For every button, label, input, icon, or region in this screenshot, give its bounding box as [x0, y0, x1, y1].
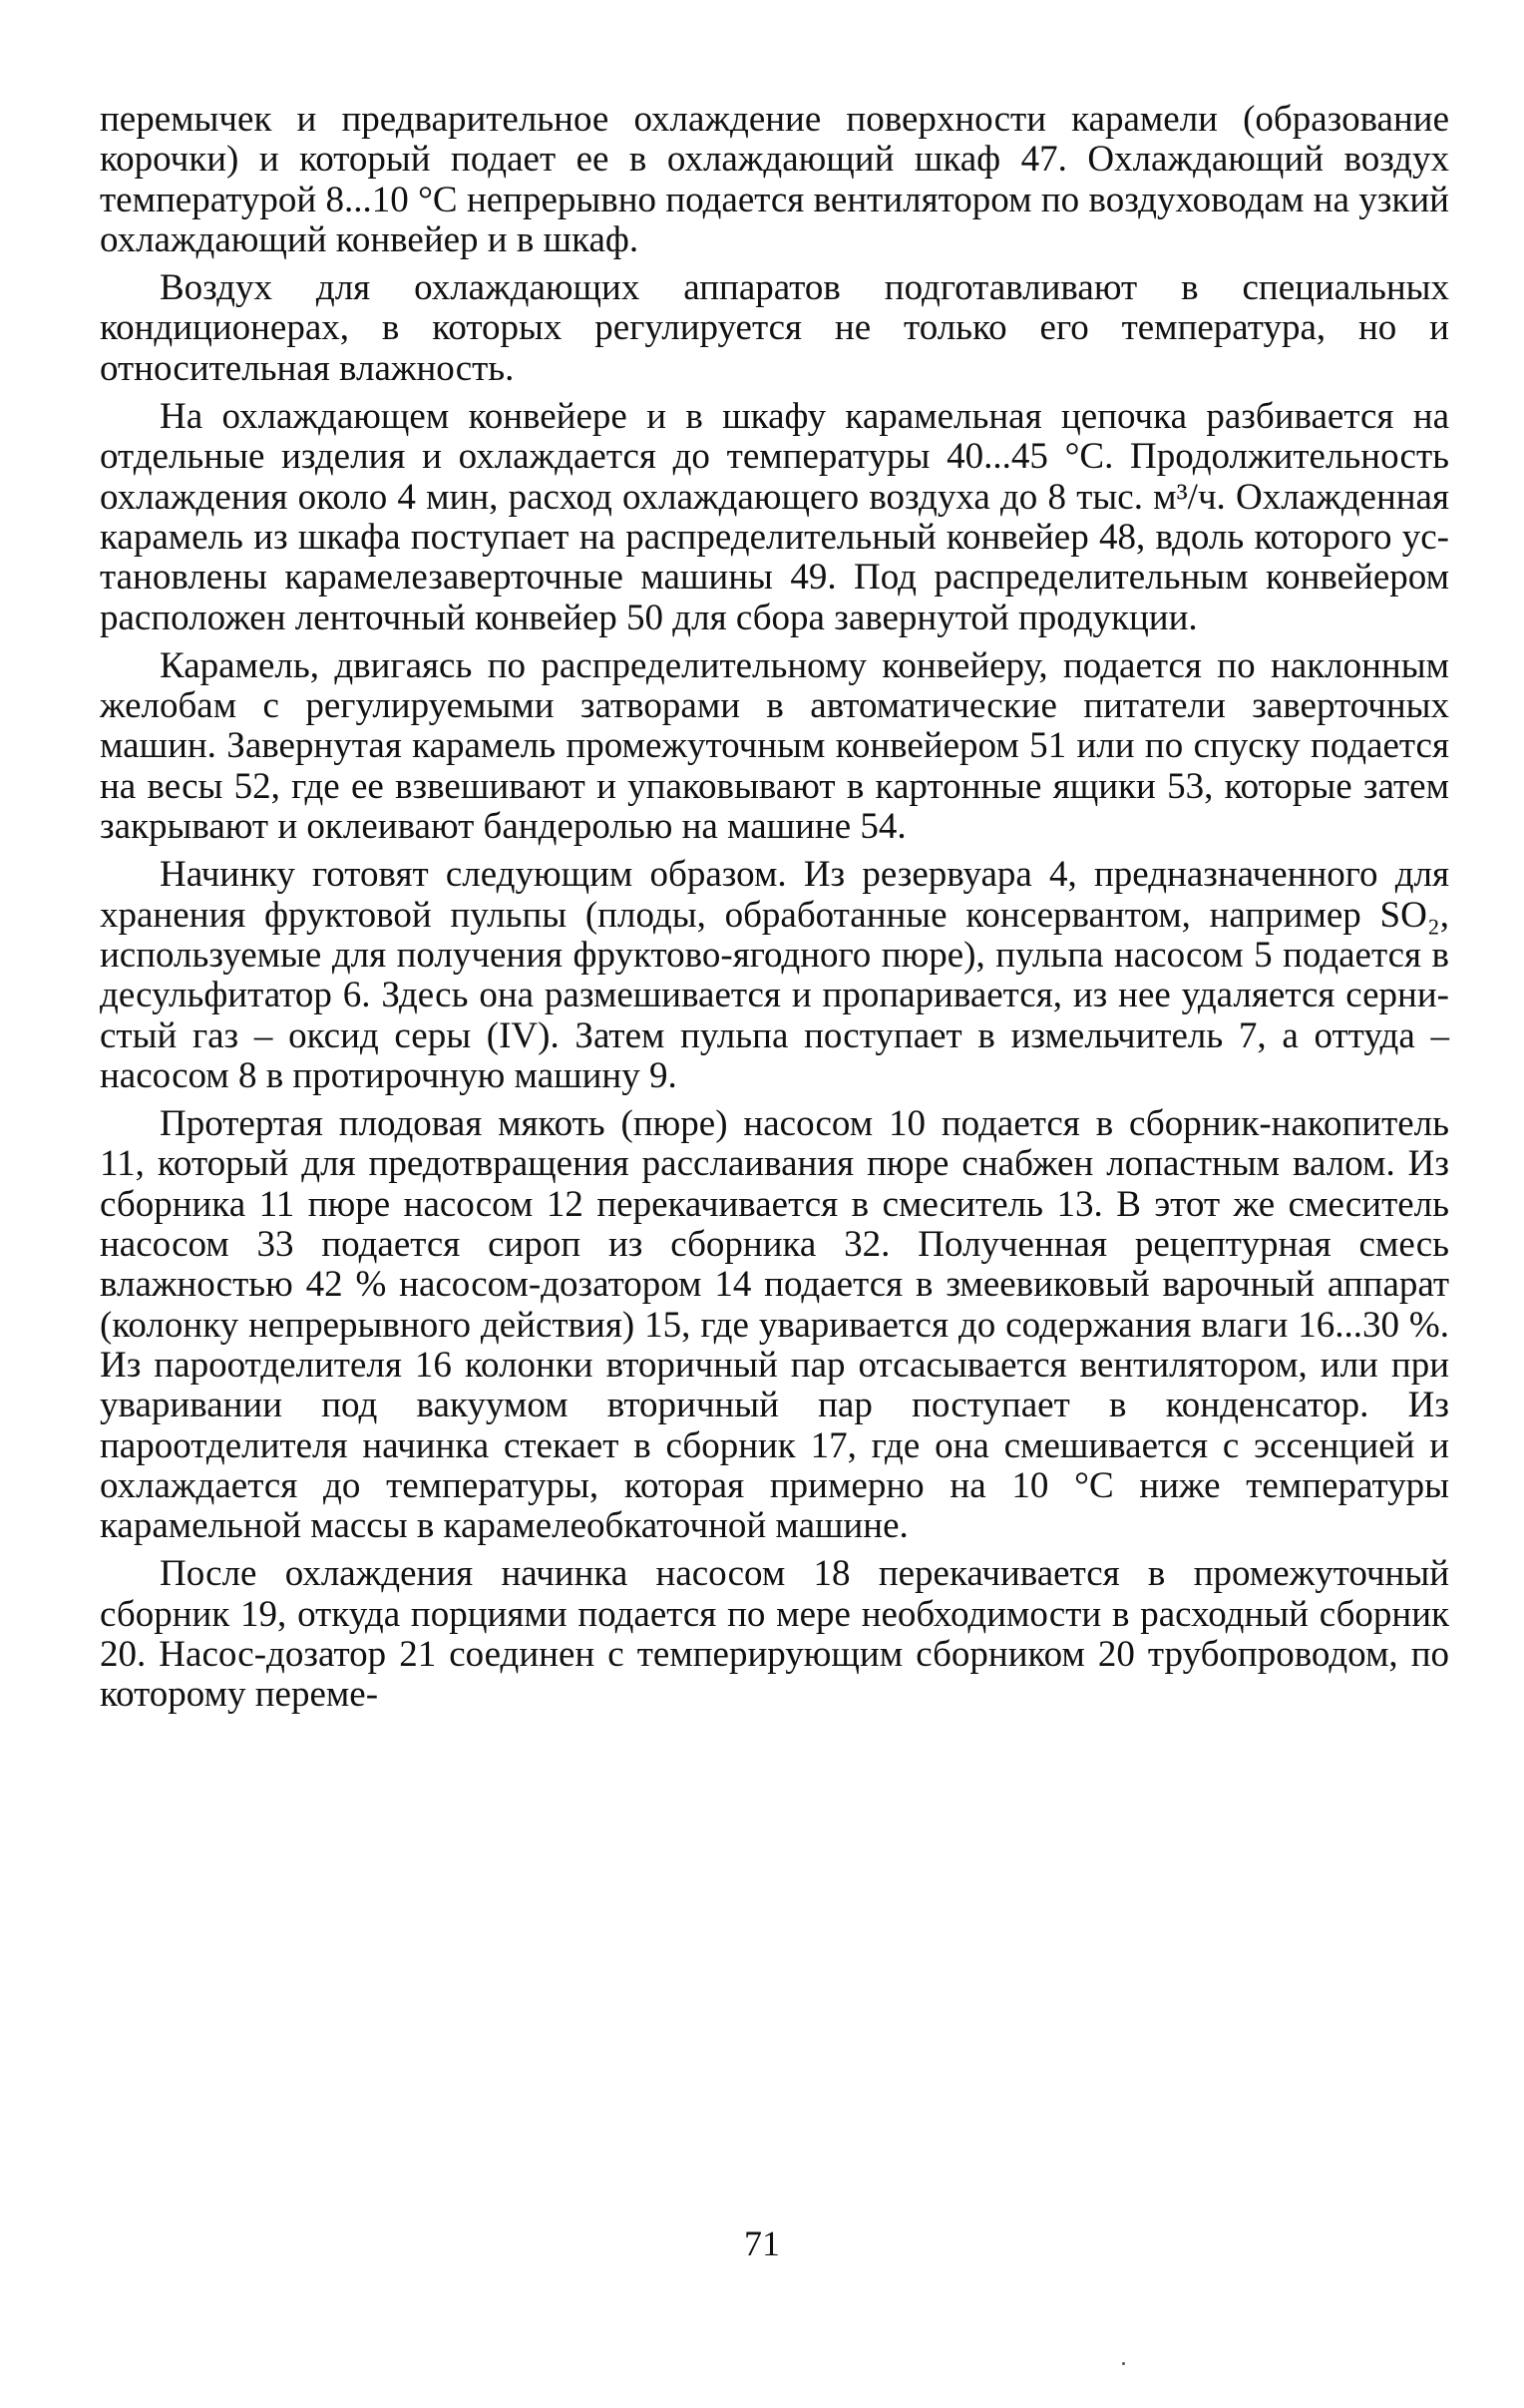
paragraph-3: На охлаждающем конвейере и в шкафу карамельная цепочка разбивается на отдельные изделия и охлаждается до температуры 40...45 °С. Продолжительность охлаждения около 4 мин, расход охлаждающего воздуха до 8 тыс. м³/ч. Охлажденная карамель из шкафа поступает на распределительный конвейер 48, вдоль которого установлены карамелезаверточные машины 49. Под распределительным конвейером расположен ленточный конвейер 50 для сбора завернутой продукции. — [100, 396, 1449, 638]
scan-speck — [1122, 2362, 1125, 2365]
paragraph-6: Протертая плодовая мякоть (пюре) насосом 10 подается в сборник-накопитель 11, который для предотвращения расслаивания пюре снабжен лопастным валом. Из сборника 11 пюре насосом 12 перекачивается в смеситель 13. В этот же смеситель насосом 33 подается сироп из сборника 32. Полученная рецептурная смесь влажностью 42 % насосом-дозатором 14 подается в змеевиковый варочный аппарат (колонку непрерывного действия) 15, где уваривается до содержания влаги 16...30 %. Из пароотделителя 16 колонки вторичный пар отсасывается вентилятором, или при уваривании под вакуумом вторичный пар поступает в конденсатор. Из пароотделителя начинка стекает в сборник 17, где она смешивается с эссенцией и охлаждается до температуры, которая примерно на 10 °С ниже температуры карамельной массы в карамелеобкаточной машине. — [100, 1103, 1449, 1547]
paragraph-1: перемычек и предварительное охлаждение поверхности карамели (образование корочки) и который подает ее в охлаждающий шкаф 47. Охлаждающий воздух температурой 8...10 °С непрерывно подается вентилятором по воздуховодам на узкий охлаждающий конвейер и в шкаф. — [100, 99, 1449, 260]
body-text — [100, 100, 1449, 1724]
page-number: 71 — [744, 2223, 780, 2263]
paragraph-5: Начинку готовят следующим образом. Из резервуара 4, предназначенного для хранения фруктовой пульпы (плоды, обработанные консервантом, например SO₂, используемые для получения фруктово-ягодного пюре), пульпа насосом 5 подается в десульфитатор 6. Здесь она размешивается и пропаривается, из нее удаляется сернистый газ – оксид серы (IV). Затем пульпа поступает в измельчитель 7, а оттуда – насосом 8 в протирочную машину 9. — [100, 854, 1449, 1096]
paragraph-7: После охлаждения начинка насосом 18 перекачивается в промежуточный сборник 19, откуда порциями подается по мере необходимости в расходный сборник 20. Насос-дозатор 21 соединен с темперирующим сборником 20 трубопроводом, по которому переме- — [100, 1553, 1449, 1716]
paragraph-2: Воздух для охлаждающих аппаратов подготавливают в специальных кондиционерах, в которых регулируется не только его температура, но и относительная влажность. — [100, 267, 1449, 389]
paragraph-4: Карамель, двигаясь по распределительному конвейеру, подается по наклонным желобам с регулируемыми затворами в автоматические питатели заверточных машин. Завернутая карамель промежуточным конвейером 51 или по спуску подается на весы 52, где ее взвешивают и упаковывают в картонные ящики 53, которые затем закрывают и оклеивают бандеролью на машине 54. — [100, 644, 1449, 848]
